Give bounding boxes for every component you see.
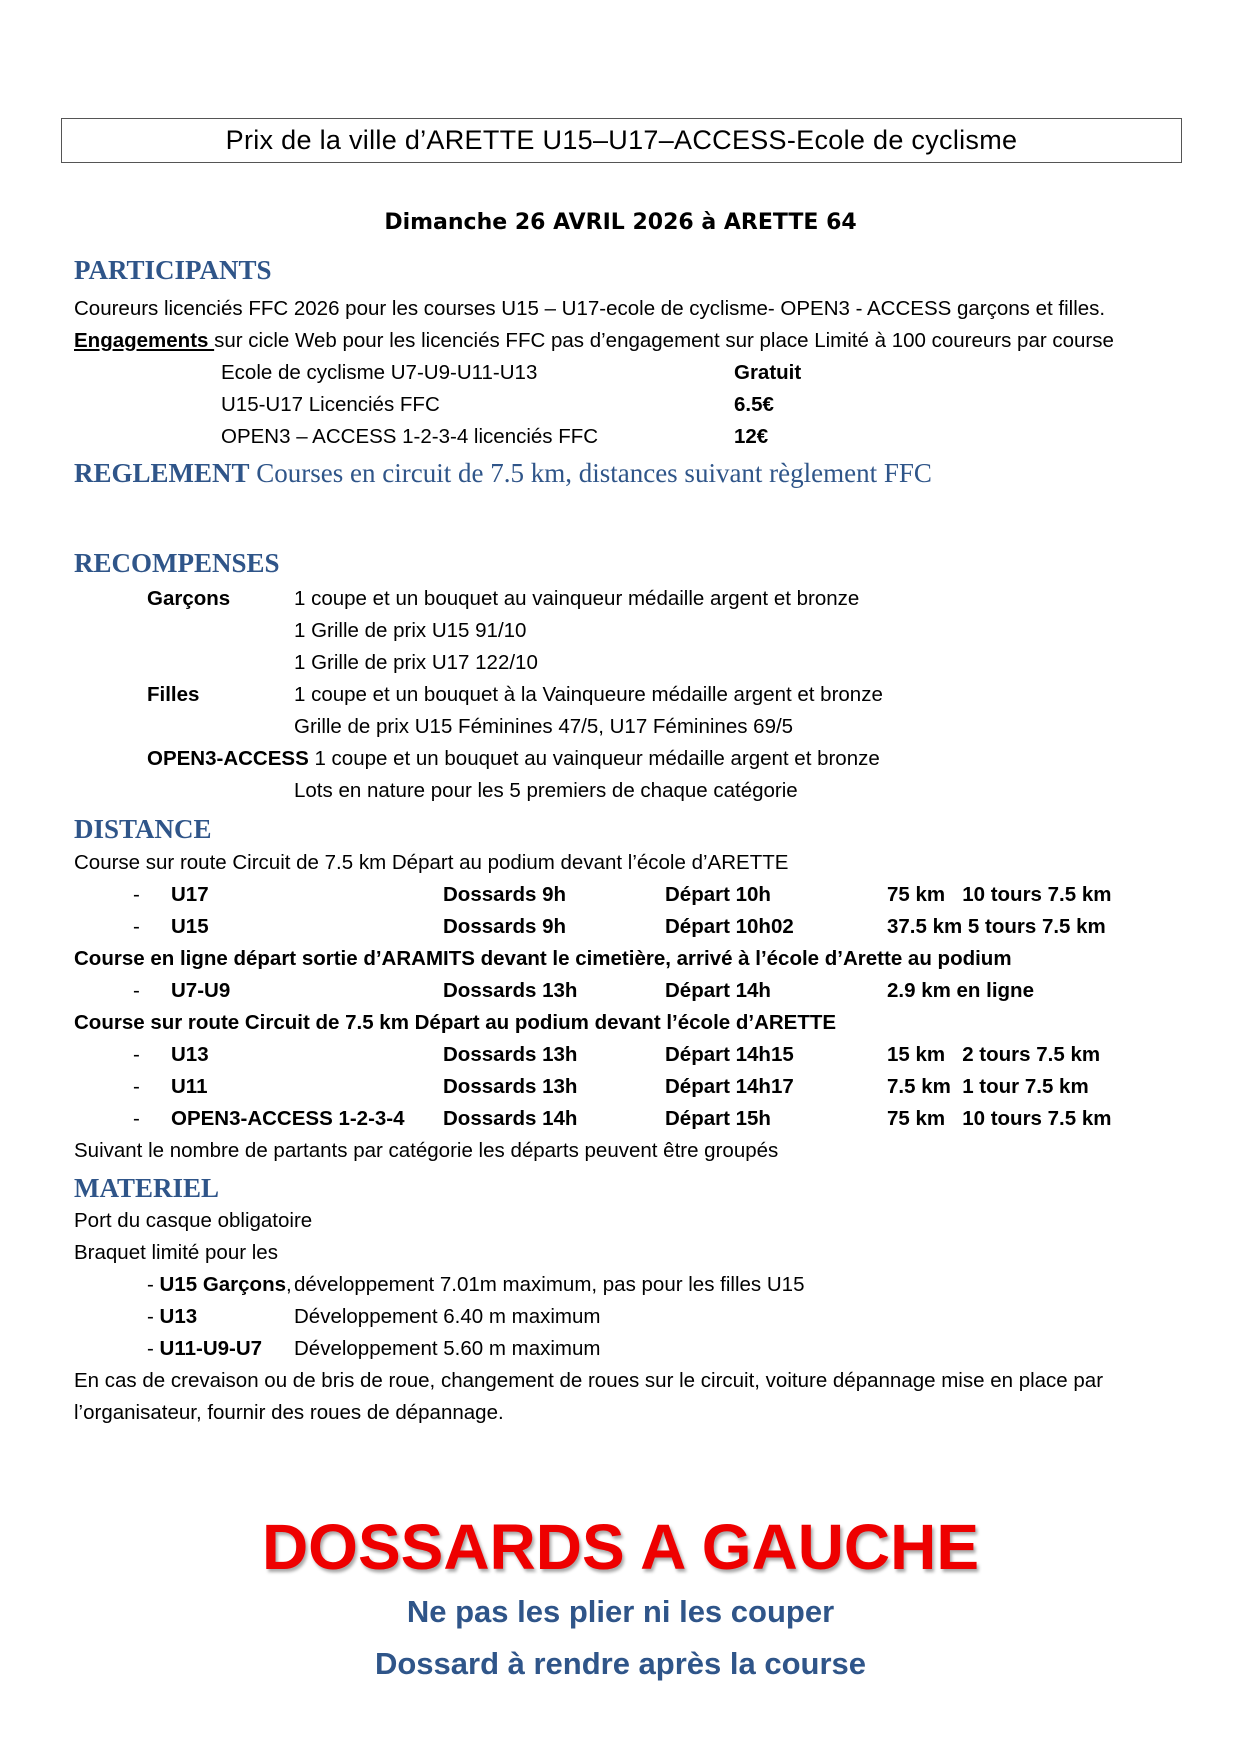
race-dossards: Dossards 13h <box>443 979 578 1002</box>
distance-intro: Course en ligne départ sortie d’ARAMITS devant le cimetière, arrivé à l’école d’Arette au podium <box>74 947 1012 970</box>
race-depart: Départ 10h <box>665 883 771 906</box>
item-category: U11-U9-U7 <box>159 1337 263 1360</box>
document-title: Prix de la ville d’ARETTE U15–U17–ACCESS-Ecole de cyclisme <box>61 118 1182 163</box>
race-category: U17 <box>171 883 209 906</box>
braquet-text: Développement 5.60 m maximum <box>294 1337 601 1360</box>
crevaison-line: l’organisateur, fournir des roues de dépannage. <box>74 1401 504 1424</box>
engagements-line <box>74 329 1114 353</box>
event-date: Dimanche 26 AVRIL 2026 à ARETTE 64 <box>384 210 857 235</box>
race-dossards: Dossards 13h <box>443 1043 578 1066</box>
row-dash: - <box>133 915 140 938</box>
braquet-item <box>147 1273 292 1297</box>
fee-label: U15-U17 Licenciés FFC <box>221 393 440 416</box>
materiel-line: Port du casque obligatoire <box>74 1209 313 1232</box>
reward-category: Garçons <box>147 587 231 610</box>
race-category: OPEN3-ACCESS 1-2-3-4 <box>171 1107 405 1130</box>
reglement-line <box>74 458 932 489</box>
race-distance: 75 km 10 tours 7.5 km <box>887 1107 1112 1130</box>
heading-materiel: MATERIEL <box>74 1173 220 1203</box>
row-dash: - <box>133 1043 140 1066</box>
reward-text: 1 coupe et un bouquet à la Vainqueure médaille argent et bronze <box>294 683 883 706</box>
reglement-text: Courses en circuit de 7.5 km, distances suivant règlement FFC <box>249 458 932 488</box>
race-category: U11 <box>171 1075 208 1098</box>
row-dash: - <box>133 979 140 1002</box>
distance-intro: Course sur route Circuit de 7.5 km Départ au podium devant l’école d’ARETTE <box>74 851 789 874</box>
race-depart: Départ 14h <box>665 979 771 1002</box>
item-category: U15 Garçons <box>159 1273 287 1296</box>
row-dash: - <box>133 1075 140 1098</box>
reward-row <box>147 747 880 771</box>
reward-text: 1 Grille de prix U17 122/10 <box>294 651 538 674</box>
crevaison-line: En cas de crevaison ou de bris de roue, changement de roues sur le circuit, voiture dépannage mise en place par <box>74 1369 1104 1392</box>
reward-text: Lots en nature pour les 5 premiers de chaque catégorie <box>294 779 798 802</box>
row-dash: - <box>133 883 140 906</box>
heading-participants: PARTICIPANTS <box>74 255 272 285</box>
race-dossards: Dossards 9h <box>443 915 567 938</box>
engagements-text: sur cicle Web pour les licenciés FFC pas d’engagement sur place Limité à 100 coureurs par course <box>214 329 1114 352</box>
race-category: U15 <box>171 915 209 938</box>
reward-text: 1 Grille de prix U15 91/10 <box>294 619 527 642</box>
distance-note: Suivant le nombre de partants par catégorie les départs peuvent être groupés <box>74 1139 779 1162</box>
race-dossards: Dossards 14h <box>443 1107 578 1130</box>
heading-reglement: REGLEMENT <box>74 458 250 488</box>
race-distance: 37.5 km 5 tours 7.5 km <box>887 915 1106 938</box>
braquet-item <box>147 1337 262 1361</box>
reward-text: 1 coupe et un bouquet au vainqueur médaille argent et bronze <box>308 747 880 770</box>
race-depart: Départ 15h <box>665 1107 771 1130</box>
race-category: U13 <box>171 1043 209 1066</box>
fee-price: 12€ <box>734 425 769 448</box>
reward-text: 1 coupe et un bouquet au vainqueur médaille argent et bronze <box>294 587 860 610</box>
braquet-text: développement 7.01m maximum, pas pour les filles U15 <box>294 1273 805 1296</box>
race-depart: Départ 14h17 <box>665 1075 794 1098</box>
race-distance: 7.5 km 1 tour 7.5 km <box>887 1075 1089 1098</box>
item-prefix: - <box>147 1337 160 1360</box>
braquet-item <box>147 1305 197 1329</box>
engagements-label: Engagements <box>74 329 215 352</box>
distance-intro: Course sur route Circuit de 7.5 km Départ au podium devant l’école d’ARETTE <box>74 1011 837 1034</box>
participants-line: Coureurs licenciés FFC 2026 pour les courses U15 – U17-ecole de cyclisme- OPEN3 - ACCESS garçons et filles. <box>74 297 1106 320</box>
race-depart: Départ 14h15 <box>665 1043 794 1066</box>
reward-category: OPEN3-ACCESS <box>147 747 309 770</box>
race-category: U7-U9 <box>171 979 231 1002</box>
materiel-line: Braquet limité pour les <box>74 1241 278 1264</box>
item-suffix: , <box>286 1273 292 1296</box>
footer-line: Ne pas les plier ni les couper <box>406 1594 835 1629</box>
race-distance: 15 km 2 tours 7.5 km <box>887 1043 1101 1066</box>
reward-text: Grille de prix U15 Féminines 47/5, U17 Féminines 69/5 <box>294 715 794 738</box>
item-prefix: - <box>147 1273 160 1296</box>
fee-label: Ecole de cyclisme U7-U9-U11-U13 <box>221 361 538 384</box>
race-distance: 75 km 10 tours 7.5 km <box>887 883 1112 906</box>
fee-price: Gratuit <box>734 361 802 384</box>
fee-price: 6.5€ <box>734 393 774 416</box>
footer-line: Dossard à rendre après la course <box>374 1646 867 1681</box>
race-depart: Départ 10h02 <box>665 915 794 938</box>
item-category: U13 <box>159 1305 198 1328</box>
race-dossards: Dossards 13h <box>443 1075 578 1098</box>
item-prefix: - <box>147 1305 160 1328</box>
dossards-alert: DOSSARDS A GAUCHE <box>261 1511 980 1583</box>
race-distance: 2.9 km en ligne <box>887 979 1034 1002</box>
heading-distance: DISTANCE <box>74 814 212 844</box>
row-dash: - <box>133 1107 140 1130</box>
race-dossards: Dossards 9h <box>443 883 567 906</box>
heading-recompenses: RECOMPENSES <box>74 548 280 578</box>
fee-label: OPEN3 – ACCESS 1-2-3-4 licenciés FFC <box>221 425 599 448</box>
braquet-text: Développement 6.40 m maximum <box>294 1305 601 1328</box>
reward-category: Filles <box>147 683 200 706</box>
